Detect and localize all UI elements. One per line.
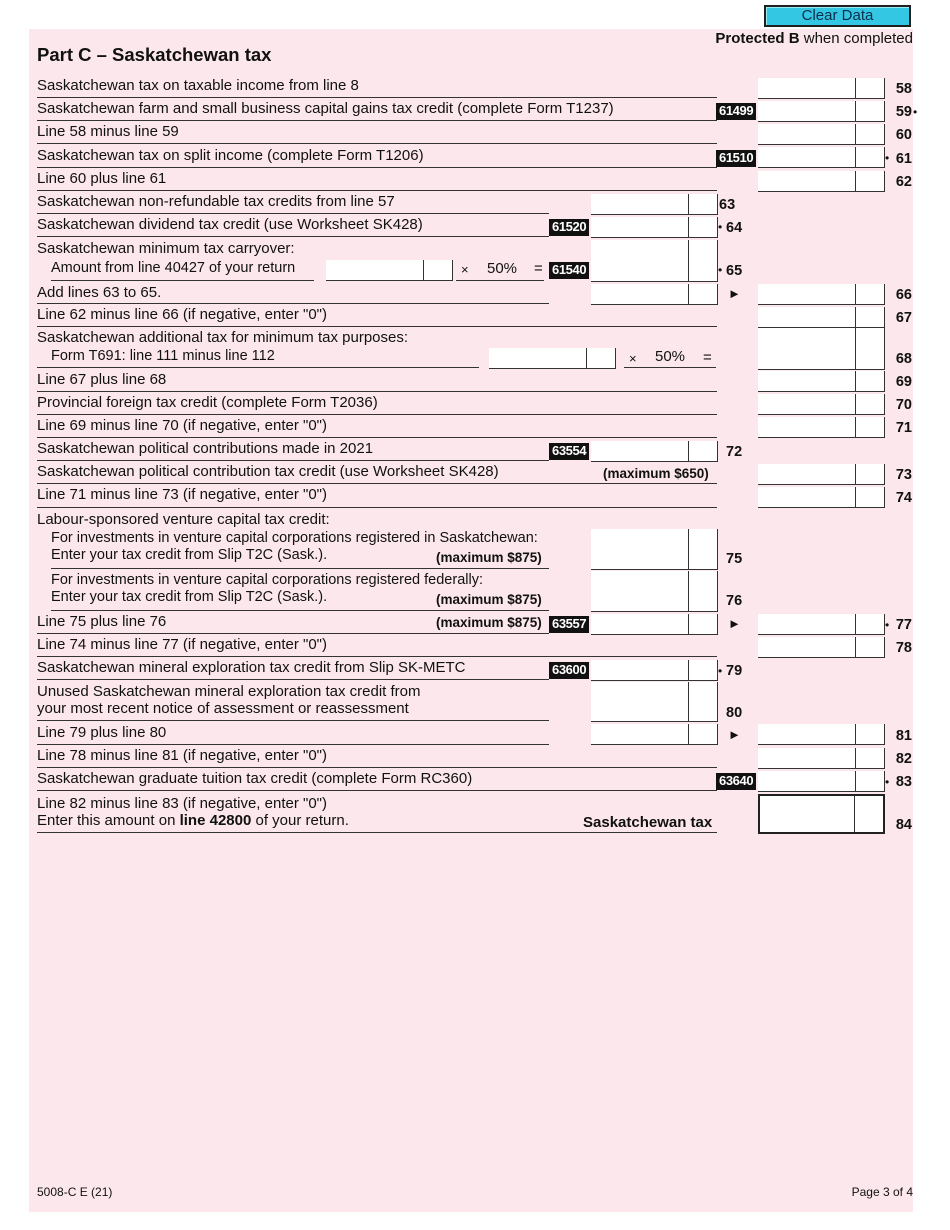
line-number: 61 (895, 151, 912, 167)
line-number: 69 (895, 374, 912, 390)
protected-notice: Protected B when completed (715, 30, 913, 47)
line-number: 78 (895, 640, 912, 656)
line-number: 81 (895, 728, 912, 744)
line-number: 72 (726, 444, 743, 460)
line-75-subheading: For investments in venture capital corporations registered in Saskatchewan: (51, 530, 538, 546)
maximum-note: (maximum $875) (436, 592, 542, 607)
line-60-field[interactable] (758, 124, 885, 145)
line-73-field[interactable] (758, 464, 885, 485)
line-67-label: Line 62 minus line 66 (if negative, enter "0") (37, 306, 327, 323)
line-number: 83 (895, 774, 912, 790)
line-70-field[interactable] (758, 394, 885, 415)
percent-label: 50% (487, 260, 518, 277)
line-69-label: Line 67 plus line 68 (37, 371, 167, 388)
bullet-mark: • (718, 263, 723, 277)
line-78-label: Line 74 minus line 77 (if negative, enter "0") (37, 636, 327, 653)
bullet-mark: • (885, 618, 890, 632)
arrow-icon: ► (728, 286, 741, 301)
times-sign: × (629, 351, 637, 366)
line-number: 82 (895, 751, 912, 767)
line-69-field[interactable] (758, 371, 885, 392)
line-number: 74 (895, 490, 912, 506)
line-75-label: Enter your tax credit from Slip T2C (Sask.). (51, 547, 328, 563)
line-number: 84 (895, 817, 912, 833)
field-code: 61499 (716, 103, 756, 120)
page-number: Page 3 of 4 (851, 1185, 913, 1199)
line-77-label: Line 75 plus line 76 (37, 613, 167, 630)
line-81-label: Line 79 plus line 80 (37, 724, 167, 741)
line-82-field[interactable] (758, 748, 885, 769)
line-71-field[interactable] (758, 417, 885, 438)
line-67-field[interactable] (758, 307, 885, 328)
line-number: 67 (895, 310, 912, 326)
line-number: 62 (895, 174, 912, 190)
line-63-label: Saskatchewan non-refundable tax credits from line 57 (37, 193, 395, 210)
line-66-label: Add lines 63 to 65. (37, 284, 162, 301)
equals-sign: = (534, 260, 543, 277)
bullet-mark: • (913, 105, 918, 119)
line-74-field[interactable] (758, 487, 885, 508)
field-code: 63554 (549, 443, 589, 460)
line-76-subheading: For investments in venture capital corporations registered federally: (51, 572, 483, 588)
maximum-note: (maximum $650) (603, 466, 709, 481)
line-82-label: Line 78 minus line 81 (if negative, enter "0") (37, 747, 327, 764)
line-78-field[interactable] (758, 637, 885, 658)
line-62-label: Line 60 plus line 61 (37, 170, 167, 187)
line-84-heading: Line 82 minus line 83 (if negative, enter "0") (37, 795, 327, 812)
clear-data-button[interactable]: Clear Data (764, 5, 911, 27)
line-65-field[interactable] (591, 240, 718, 282)
percent-label: 50% (655, 348, 686, 365)
line-65-amount-field[interactable] (326, 260, 453, 281)
line-60-label: Line 58 minus line 59 (37, 123, 179, 140)
maximum-note: (maximum $875) (436, 550, 542, 565)
line-65-heading: Saskatchewan minimum tax carryover: (37, 240, 295, 257)
line-73-label: Saskatchewan political contribution tax credit (use Worksheet SK428) (37, 463, 499, 480)
line-number: 66 (895, 287, 912, 303)
bullet-mark: • (718, 664, 723, 678)
line-number: 63 (719, 197, 736, 213)
line-number: 60 (895, 127, 912, 143)
field-code: 61510 (716, 150, 756, 167)
line-68-heading: Saskatchewan additional tax for minimum tax purposes: (37, 329, 409, 346)
field-code: 63600 (549, 662, 589, 679)
line-64-field[interactable] (591, 217, 718, 238)
section-title: Part C – Saskatchewan tax (37, 44, 272, 65)
line-83-label: Saskatchewan graduate tuition tax credit (complete Form RC360) (37, 770, 473, 787)
line-75-heading: Labour-sponsored venture capital tax credit: (37, 511, 330, 528)
line-72-field[interactable] (591, 441, 718, 462)
line-80-heading: Unused Saskatchewan mineral exploration tax credit from (37, 683, 421, 700)
field-code: 63557 (549, 616, 589, 633)
line-64-label: Saskatchewan dividend tax credit (use Worksheet SK428) (37, 216, 423, 233)
equals-sign: = (703, 349, 712, 366)
line-number: 68 (895, 351, 912, 367)
line-61-field[interactable] (758, 147, 885, 168)
saskatchewan-tax-label: Saskatchewan tax (583, 814, 713, 831)
arrow-icon: ► (728, 727, 741, 742)
line-68-label: Form T691: line 111 minus line 112 (51, 348, 275, 364)
line-number: 65 (726, 263, 743, 279)
line-79-field[interactable] (591, 660, 718, 681)
line-68-amount-field[interactable] (489, 348, 616, 369)
field-code: 61520 (549, 219, 589, 236)
form-identifier: 5008-C E (21) (37, 1185, 113, 1199)
bullet-mark: • (885, 151, 890, 165)
line-77-subtotal-field[interactable] (591, 614, 718, 635)
line-number: 80 (726, 705, 743, 721)
line-62-field[interactable] (758, 171, 885, 192)
line-79-label: Saskatchewan mineral exploration tax credit from Slip SK-METC (37, 659, 466, 676)
line-72-label: Saskatchewan political contributions made in 2021 (37, 440, 374, 457)
line-81-field[interactable] (758, 724, 885, 745)
line-84-field[interactable] (758, 794, 885, 834)
line-84-instruction: Enter this amount on line 42800 of your return. (37, 812, 349, 829)
line-number: 79 (726, 663, 743, 679)
line-59-label: Saskatchewan farm and small business capital gains tax credit (complete Form T1237) (37, 100, 614, 117)
line-80-label: your most recent notice of assessment or reassessment (37, 700, 409, 717)
line-61-label: Saskatchewan tax on split income (complete Form T1206) (37, 147, 424, 164)
line-80-field[interactable] (591, 682, 718, 722)
line-number: 59 (895, 104, 912, 120)
line-number: 70 (895, 397, 912, 413)
line-number: 64 (726, 220, 743, 236)
line-66-field[interactable] (758, 284, 885, 305)
line-58-label: Saskatchewan tax on taxable income from line 8 (37, 77, 359, 94)
line-number: 58 (895, 81, 912, 97)
line-63-field[interactable] (591, 194, 718, 215)
line-77-field[interactable] (758, 614, 885, 635)
line-number: 75 (726, 551, 743, 567)
field-code: 61540 (549, 262, 589, 279)
line-76-field[interactable] (591, 571, 718, 612)
line-76-label: Enter your tax credit from Slip T2C (Sask.). (51, 589, 328, 605)
line-59-field[interactable] (758, 101, 885, 122)
line-number: 73 (895, 467, 912, 483)
maximum-note: (maximum $875) (436, 615, 542, 630)
times-sign: × (461, 262, 469, 277)
form-page (29, 29, 918, 1212)
line-75-field[interactable] (591, 529, 718, 570)
bullet-mark: • (885, 775, 890, 789)
line-number: 76 (726, 593, 743, 609)
line-number: 71 (895, 420, 912, 436)
field-code: 63640 (716, 773, 756, 790)
line-66-subtotal-field[interactable] (591, 284, 718, 305)
line-70-label: Provincial foreign tax credit (complete Form T2036) (37, 394, 378, 411)
line-83-field[interactable] (758, 771, 885, 792)
line-65-label: Amount from line 40427 of your return (51, 260, 296, 276)
line-68-field[interactable] (758, 328, 885, 370)
bullet-mark: • (718, 220, 723, 234)
line-58-field[interactable] (758, 78, 885, 99)
line-71-label: Line 69 minus line 70 (if negative, enter "0") (37, 417, 327, 434)
line-74-label: Line 71 minus line 73 (if negative, enter "0") (37, 486, 327, 503)
line-81-subtotal-field[interactable] (591, 724, 718, 745)
line-number: 77 (895, 617, 912, 633)
arrow-icon: ► (728, 616, 741, 631)
